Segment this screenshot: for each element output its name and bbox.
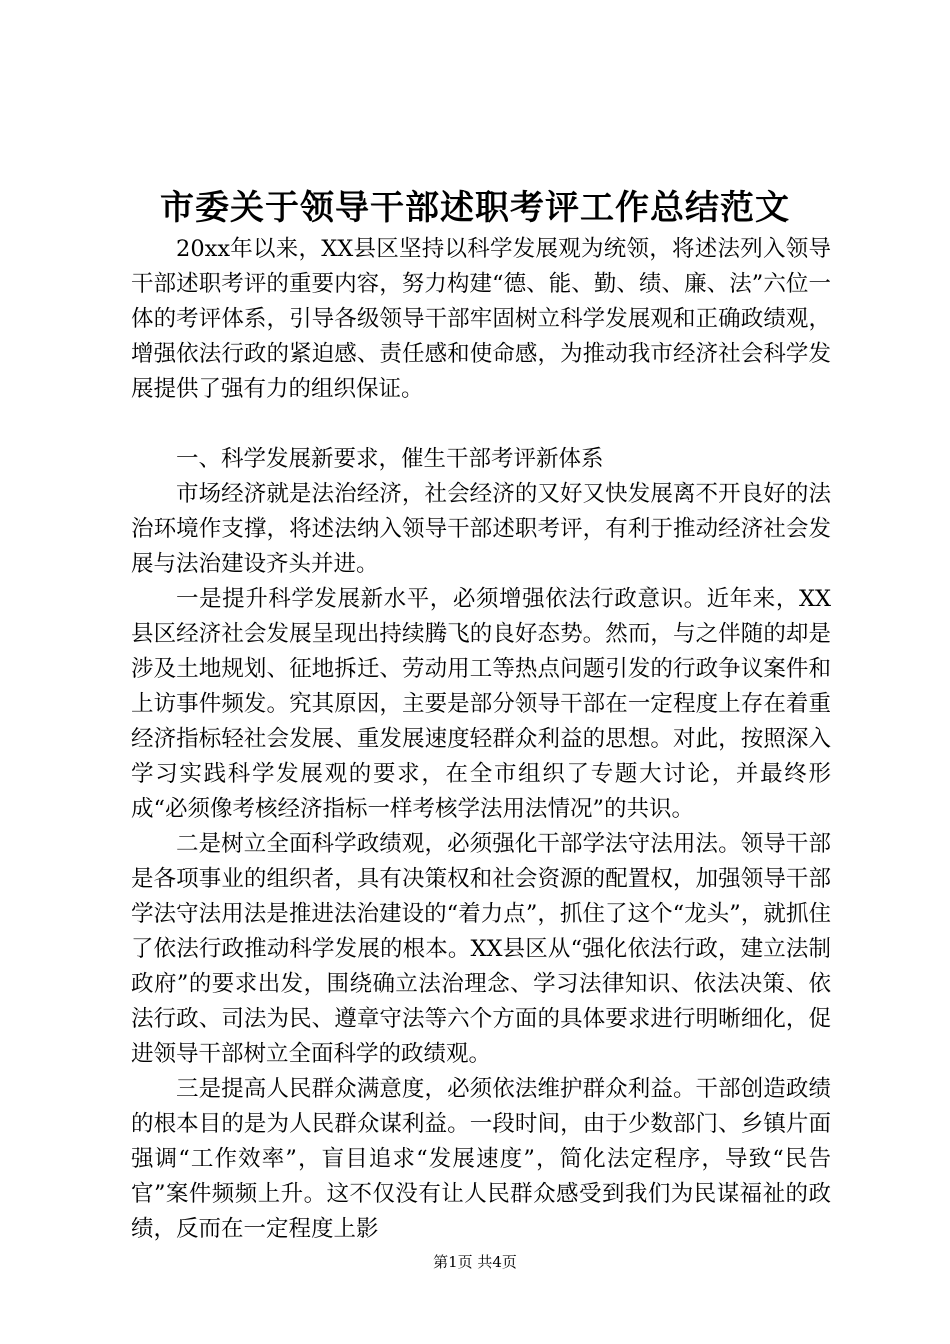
page-number: 第1页 共4页 (433, 1253, 517, 1271)
section-heading: 一、科学发展新要求，催生干部考评新体系 (176, 446, 604, 472)
document-body (131, 232, 831, 1247)
body-paragraph: 市场经济就是法治经济，社会经济的又好又快发展离不开良好的法治环境作支撑，将述法纳入领导干部述职考评，有利于推动经济社会发展与法治建设齐头并进。 (131, 481, 831, 577)
body-paragraph: 二是树立全面科学政绩观，必须强化干部学法守法用法。领导干部是各项事业的组织者，具有决策权和社会资源的配置权，加强领导干部学法守法用法是推进法治建设的“着力点”，抓住了这个“龙头”，就抓住了依法行政推动科学发展的根本。XX县区从“强化依法行政，建立法制政府”的要求出发，围绕确立法治理念、学习法律知识、依法决策、依法行政、司法为民、遵章守法等六个方面的具体要求进行明晰细化，促进领导干部树立全面科学的政绩观。 (131, 831, 831, 1067)
intro-paragraph: 20xx年以来，XX县区坚持以科学发展观为统领，将述法列入领导干部述职考评的重要内容，努力构建“德、能、勤、绩、廉、法”六位一体的考评体系，引导各级领导干部牢固树立科学发展观和正确政绩观，增强依法行政的紧迫感、责任感和使命感，为推动我市经济社会科学发展提供了强有力的组织保证。 (131, 236, 831, 402)
body-paragraph: 三是提高人民群众满意度，必须依法维护群众利益。干部创造政绩的根本目的是为人民群众谋利益。一段时间，由于少数部门、乡镇片面强调“工作效率”，盲目追求“发展速度”，简化法定程序，导致“民告官”案件频频上升。这不仅没有让人民群众感受到我们为民谋福祉的政绩，反而在一定程度上影 (131, 1076, 831, 1242)
page-title: 市委关于领导干部述职考评工作总结范文 (160, 188, 790, 228)
body-paragraph: 一是提升科学发展新水平，必须增强依法行政意识。近年来，XX县区经济社会发展呈现出持续腾飞的良好态势。然而，与之伴随的却是涉及土地规划、征地拆迁、劳动用工等热点问题引发的行政争议案件和上访事件频发。究其原因，主要是部分领导干部在一定程度上存在着重经济指标轻社会发展、重发展速度轻群众利益的思想。对此，按照深入学习实践科学发展观的要求，在全市组织了专题大讨论，并最终形成“必须像考核经济指标一样考核学法用法情况”的共识。 (131, 586, 831, 822)
